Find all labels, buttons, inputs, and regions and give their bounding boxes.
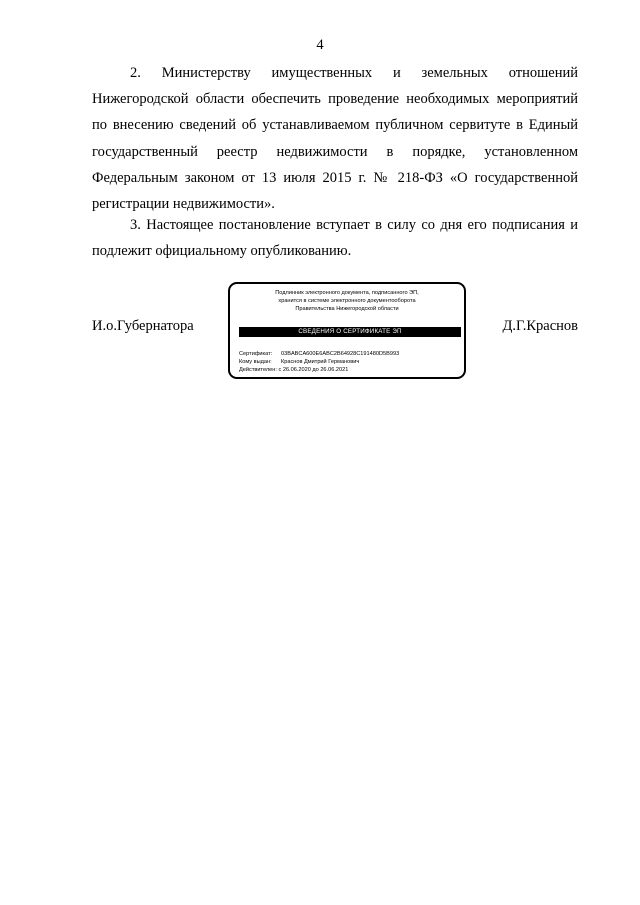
certificate-label: Сертификат: [239,351,273,357]
page-number: 4 [316,37,324,53]
paragraph-2: 2. Министерству имущественных и земельных отношений Нижегородской области обеспечить проведение необходимых мероприятий по внесению сведений об устанавливаемом публичном сервитуте в Единый государственный реестр недвижимости в порядке, установленном Федеральным законом от 13 июля 2015 г. № 218-ФЗ «О государственной регистрации недвижимости». [92,65,578,213]
stamp-header: СВЕДЕНИЯ О СЕРТИФИКАТЕ ЭП [239,327,461,337]
validity-value: с 26.06.2020 до 26.06.2021 [278,367,349,373]
signer-title: И.о.Губернатора [92,318,194,334]
stamp-note [230,289,464,313]
validity-label: Действителен: [239,367,277,373]
signer-name: Д.Г.Краснов [502,318,578,334]
certificate-value: 03BABCA600E6ABC2B64928C191480D5B993 [281,351,400,357]
issued-to-row [239,358,399,366]
stamp-note-line: хранится в системе электронного документооборота [278,298,416,304]
issued-to-label: Кому выдан: [239,359,272,365]
paragraph-3: 3. Настоящее постановление вступает в силу со дня его подписания и подлежит официальному опубликованию. [92,217,578,260]
stamp-note-line: Подлинник электронного документа, подписанного ЭП, [275,290,419,296]
stamp-note-line: Правительства Нижегородской области [295,306,399,312]
issued-to-value: Краснов Дмитрий Германович [281,359,360,365]
electronic-signature-stamp [228,282,466,379]
stamp-details [239,350,399,374]
certificate-row [239,350,399,358]
validity-row [239,366,399,374]
